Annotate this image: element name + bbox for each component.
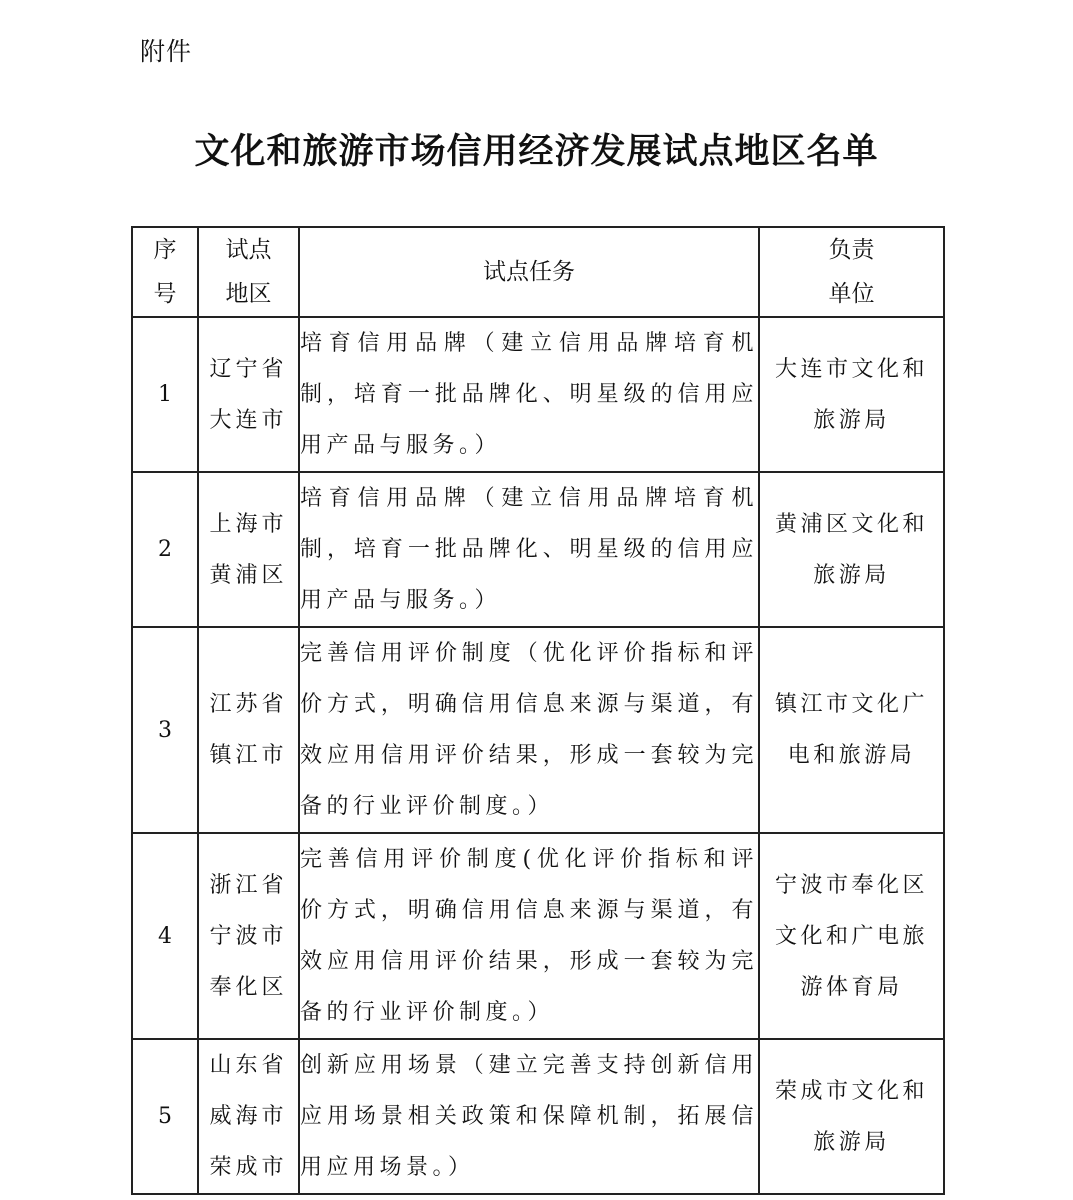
row-unit: 镇江市文化广电和旅游局 — [759, 627, 944, 833]
row-seq: 4 — [132, 833, 198, 1039]
table-row — [132, 1039, 944, 1194]
row-task: 培育信用品牌（建立信用品牌培育机制，培育一批品牌化、明星级的信用应用产品与服务。） — [299, 317, 759, 472]
row-region: 浙江省宁波市奉化区 — [198, 833, 299, 1039]
row-unit: 大连市文化和旅游局 — [759, 317, 944, 472]
row-region: 江苏省镇江市 — [198, 627, 299, 833]
pilot-region-table — [131, 226, 945, 1195]
row-region: 上海市黄浦区 — [198, 472, 299, 627]
table-header-row — [132, 227, 944, 317]
row-unit: 黄浦区文化和旅游局 — [759, 472, 944, 627]
row-task: 培育信用品牌（建立信用品牌培育机制，培育一批品牌化、明星级的信用应用产品与服务。） — [299, 472, 759, 627]
row-seq: 1 — [132, 317, 198, 472]
table-row — [132, 833, 944, 1039]
row-task: 完善信用评价制度(优化评价指标和评价方式，明确信用信息来源与渠道，有效应用信用评价结果，形成一套较为完备的行业评价制度。） — [299, 833, 759, 1039]
header-task: 试点任务 — [299, 227, 759, 317]
table-row — [132, 472, 944, 627]
row-unit: 荣成市文化和旅游局 — [759, 1039, 944, 1194]
header-seq: 序号 — [132, 227, 198, 317]
row-task: 完善信用评价制度（优化评价指标和评价方式，明确信用信息来源与渠道，有效应用信用评价结果，形成一套较为完备的行业评价制度。） — [299, 627, 759, 833]
row-seq: 3 — [132, 627, 198, 833]
row-seq: 2 — [132, 472, 198, 627]
table-row — [132, 627, 944, 833]
row-unit: 宁波市奉化区文化和广电旅游体育局 — [759, 833, 944, 1039]
table-row — [132, 317, 944, 472]
row-region: 山东省威海市荣成市 — [198, 1039, 299, 1194]
row-task: 创新应用场景（建立完善支持创新信用应用场景相关政策和保障机制，拓展信用应用场景。） — [299, 1039, 759, 1194]
header-region: 试点地区 — [198, 227, 299, 317]
attachment-label: 附件 — [140, 37, 193, 66]
header-unit: 负责单位 — [759, 227, 944, 317]
row-seq: 5 — [132, 1039, 198, 1194]
row-region: 辽宁省大连市 — [198, 317, 299, 472]
document-title: 文化和旅游市场信用经济发展试点地区名单 — [194, 132, 879, 172]
